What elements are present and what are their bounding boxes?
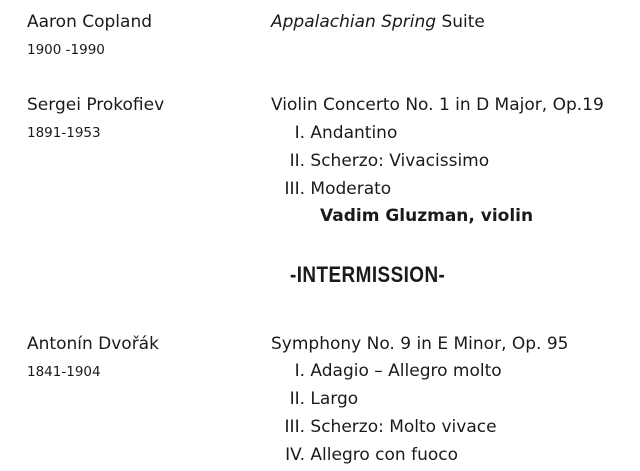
composer-name: Sergei Prokofiev — [27, 95, 165, 115]
composer-years: 1891-1953 — [27, 125, 101, 141]
composer-name: Aaron Copland — [27, 12, 153, 32]
movement-numeral: III. — [284, 179, 305, 199]
movement-numeral: I. — [294, 361, 305, 381]
movement — [271, 445, 458, 465]
movement — [271, 179, 391, 199]
composer-years: 1841-1904 — [27, 364, 101, 380]
soloist: Vadim Gluzman, violin — [320, 206, 534, 226]
composer-name: Antonín Dvořák — [27, 334, 159, 354]
movement-title: Scherzo: Vivacissimo — [310, 151, 490, 171]
composer-years: 1900 -1990 — [27, 42, 105, 58]
work-title-suffix: Suite — [436, 12, 485, 32]
movement-title: Largo — [310, 389, 359, 409]
work-title: Symphony No. 9 in E Minor, Op. 95 — [271, 334, 569, 354]
intermission-heading: -INTERMISSION- — [290, 262, 446, 287]
movement-numeral: II. — [289, 389, 305, 409]
movement — [271, 389, 358, 409]
movement — [271, 361, 502, 381]
movement-numeral: III. — [284, 417, 305, 437]
work-title — [271, 12, 485, 32]
work-title: Violin Concerto No. 1 in D Major, Op.19 — [271, 95, 604, 115]
movement — [271, 417, 497, 437]
movement-numeral: IV. — [285, 445, 305, 465]
movement — [271, 151, 489, 171]
movement-title: Allegro con fuoco — [310, 445, 458, 465]
movement — [271, 123, 397, 143]
movement-numeral: II. — [289, 151, 305, 171]
movement-title: Scherzo: Molto vivace — [310, 417, 497, 437]
movement-numeral: I. — [294, 123, 305, 143]
work-title-italic: Appalachian Spring — [271, 12, 437, 32]
movement-title: Adagio – Allegro molto — [310, 361, 502, 381]
movement-title: Andantino — [310, 123, 398, 143]
movement-title: Moderato — [310, 179, 392, 199]
